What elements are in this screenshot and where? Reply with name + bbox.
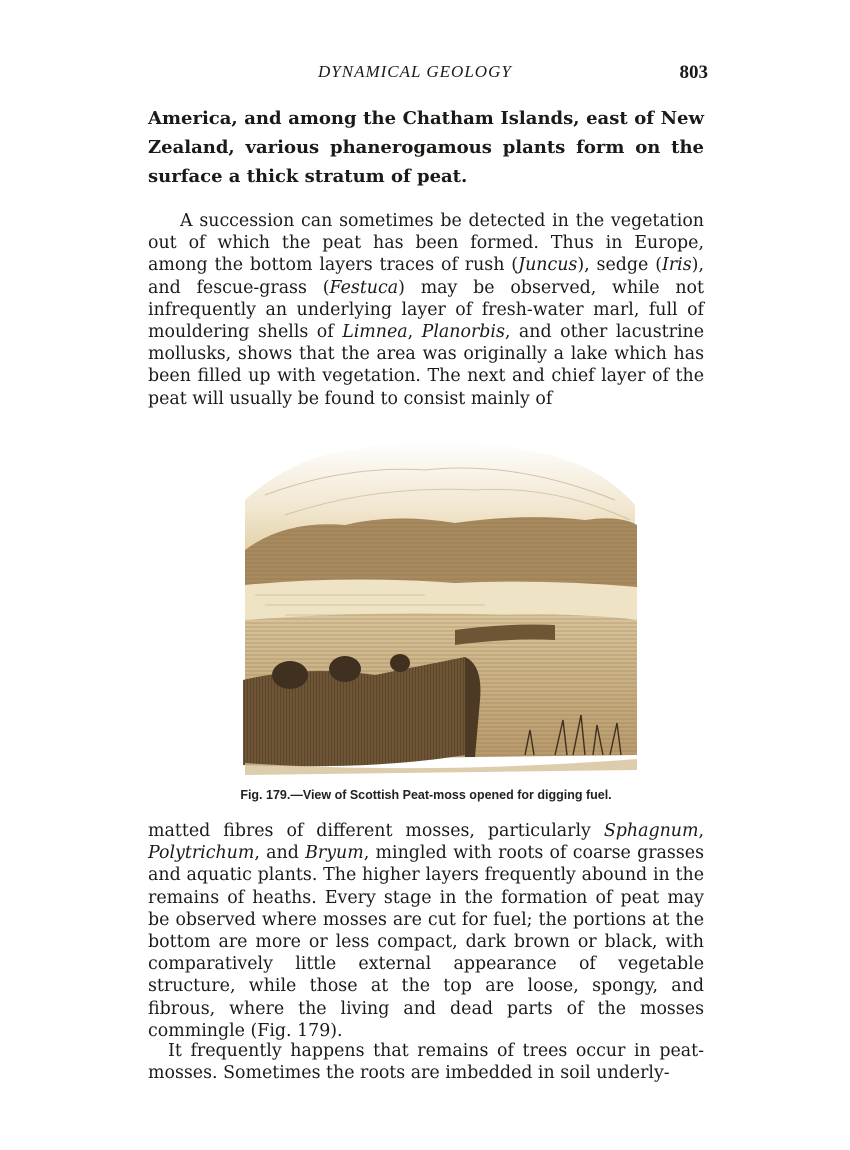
page-number: 803 <box>679 62 708 83</box>
text-run: A succession can sometimes be detected in the vegetation out of which the peat has been formed. Thus in Europe, among the bottom layers traces of rush ( <box>148 211 704 276</box>
genus-limnea: Limnea <box>342 322 408 343</box>
text-run: , mingled with roots of coarse grasses and aquatic plants. The higher layers frequently abound in the remains of heaths. Every stage in the formation of peat may be observed where mosses are cut for fuel; the portions at the bottom are more or less compact, dark brown or black, with comparatively little external appearance of vegetable structure, while those at the top are loose, spongy, and fibrous, where the living and dead parts of the mosses commingle (Fig. 179). <box>148 843 704 1041</box>
text-run: , <box>407 322 422 343</box>
genus-sphagnum: Sphagnum <box>603 821 699 841</box>
genus-planorbis: Planorbis <box>421 322 505 343</box>
text-run: ), and fescue-grass ( <box>148 255 704 298</box>
paragraph-3 <box>148 820 704 1042</box>
figure-caption: Fig. 179.—View of Scottish Peat-moss opened for digging fuel. <box>240 788 612 802</box>
engraving-illustration <box>225 425 645 780</box>
text-run: ), sedge ( <box>577 255 662 276</box>
paragraph-2 <box>148 210 704 410</box>
genus-iris: Iris <box>662 255 692 276</box>
paragraph-4: It frequently happens that remains of trees occur in peat-mosses. Sometimes the roots are imbedded in soil underly- <box>148 1041 704 1084</box>
text-run: , and other lacustrine mollusks, shows that the area was originally a lake which has been filled up with vegetation. The next and chief layer of the peat will usually be found to consist mainly of <box>148 322 704 409</box>
genus-juncus: Juncus <box>518 255 578 276</box>
text-run: , and <box>254 843 306 864</box>
page-header <box>148 62 708 88</box>
paragraph-1: America, and among the Chatham Islands, east of New Zealand, various phanerogamous plants form on the surface a thick stratum of peat. <box>148 108 704 187</box>
text-run: matted fibres of different mosses, particularly <box>148 821 604 841</box>
running-head: DYNAMICAL GEOLOGY <box>318 62 512 81</box>
figure-peat-moss-engraving <box>225 425 645 780</box>
genus-festuca: Festuca <box>329 277 399 298</box>
genus-polytrichum: Polytrichum <box>148 843 255 864</box>
text-run: , <box>698 821 704 841</box>
genus-bryum: Bryum <box>305 843 364 864</box>
text-run: ) may be observed, while not infrequently an underlying layer of fresh-water marl, full of mouldering shells of <box>148 277 704 343</box>
